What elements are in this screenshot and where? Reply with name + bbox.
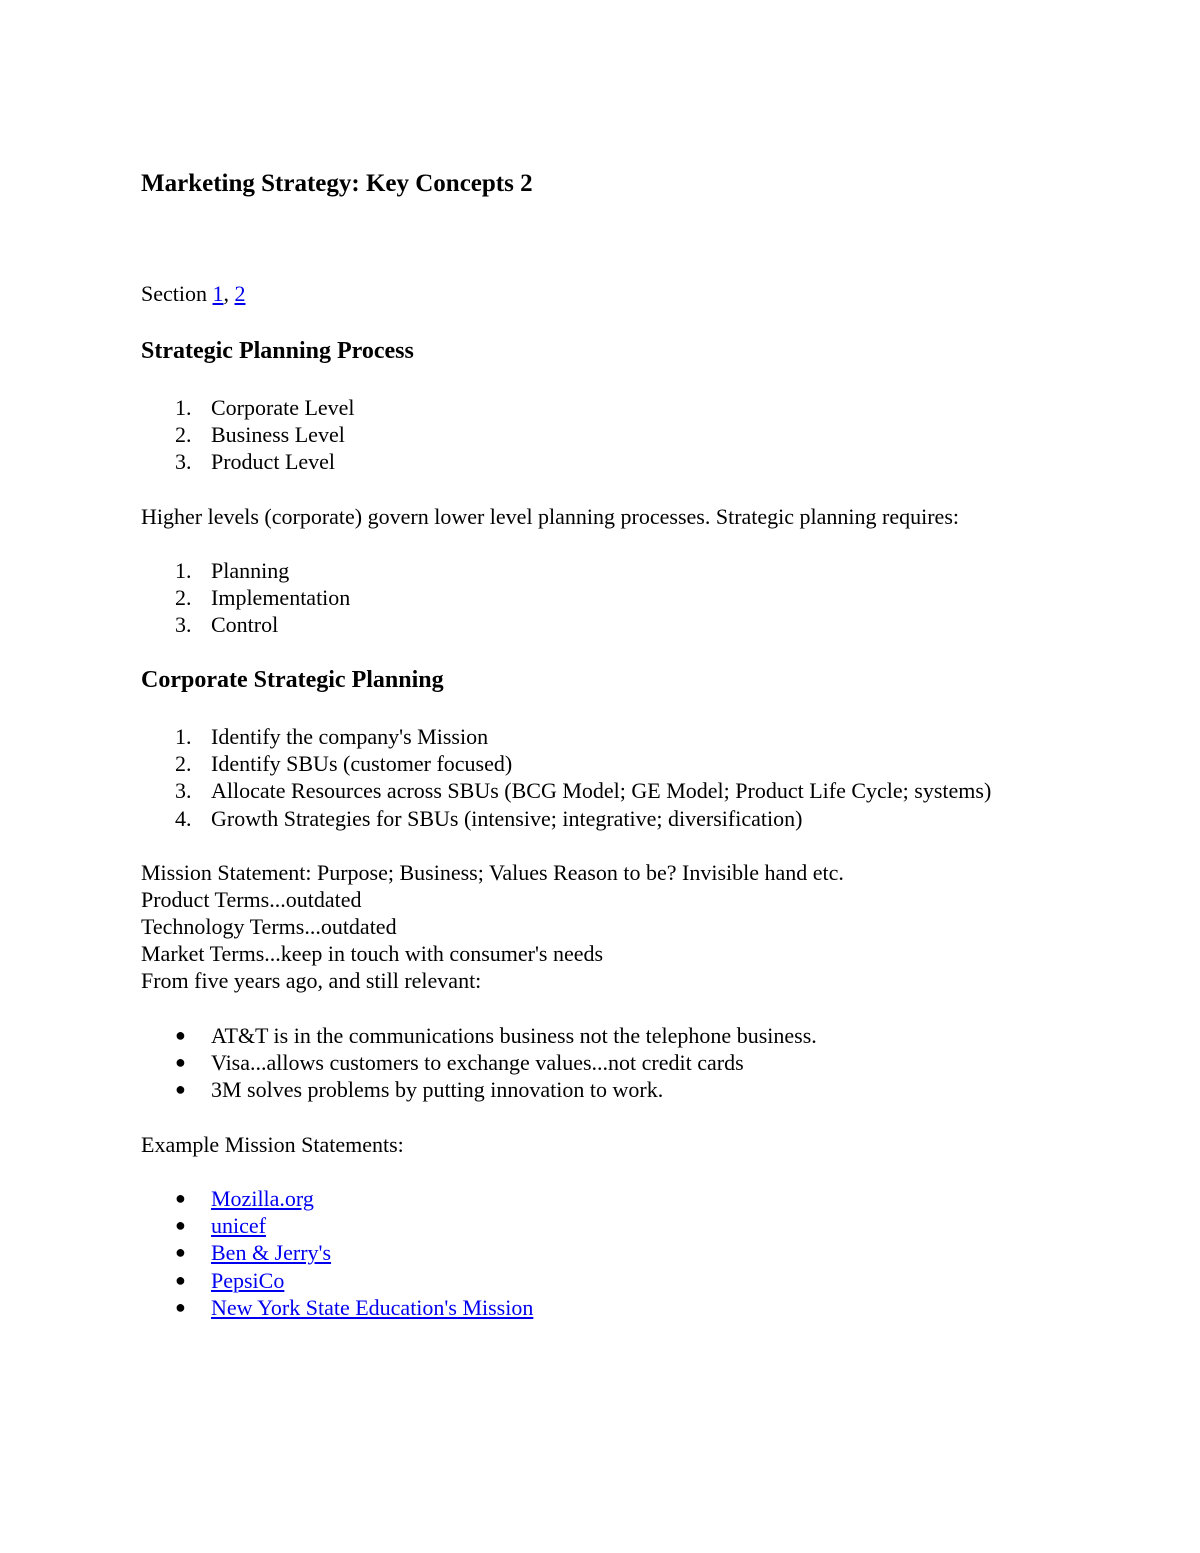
- link-mozilla[interactable]: Mozilla.org: [211, 1186, 314, 1211]
- list-item: [141, 1185, 533, 1212]
- list-item: 4. Growth Strategies for SBUs (intensive; integrative; diversification): [175, 805, 803, 831]
- bullet-icon: ●: [175, 1242, 186, 1263]
- bullet-icon: ●: [175, 1188, 186, 1208]
- bullet-icon: ●: [175, 1269, 186, 1290]
- list-item: 2. Implementation: [175, 585, 351, 611]
- mission-line: Mission Statement: Purpose; Business; Values Reason to be? Invisible hand etc.: [141, 860, 844, 885]
- bullet-icon: ●: [175, 1052, 186, 1073]
- link-ben-and-jerrys[interactable]: Ben & Jerry's: [211, 1240, 332, 1266]
- list-item: 2. Business Level: [175, 422, 345, 448]
- list-item: ● Visa...allows customers to exchange values...not credit cards: [175, 1050, 744, 1076]
- planning-paragraph: Higher levels (corporate) govern lower level planning processes. Strategic planning requires:: [141, 504, 959, 529]
- example-links-list: [141, 1185, 533, 1321]
- list-item: [141, 1267, 533, 1294]
- list-item: [141, 1212, 533, 1239]
- list-item: ● 3M solves problems by putting innovation to work.: [175, 1077, 664, 1103]
- page-title: Marketing Strategy: Key Concepts 2: [141, 170, 533, 197]
- corporate-steps-list: [141, 723, 991, 832]
- section-separator: ,: [223, 281, 235, 306]
- list-item: [141, 1294, 533, 1321]
- list-item: 3. Allocate Resources across SBUs (BCG Model; GE Model; Product Life Cycle; systems): [175, 778, 992, 804]
- list-item: 2. Identify SBUs (customer focused): [175, 751, 513, 777]
- examples-list: [141, 1022, 817, 1104]
- list-item: 1. Planning: [175, 558, 290, 583]
- bullet-icon: ●: [175, 1296, 186, 1317]
- bullet-icon: ●: [175, 1025, 186, 1045]
- list-item: 1. Identify the company's Mission: [175, 724, 489, 749]
- list-item: 3. Product Level: [175, 449, 336, 475]
- link-unicef[interactable]: unicef: [211, 1213, 266, 1239]
- list-item: [141, 1239, 533, 1266]
- section-nav: [141, 281, 246, 307]
- list-item: 1. Corporate Level: [175, 395, 355, 420]
- list-item: 3. Control: [175, 612, 279, 638]
- heading-strategic-planning-process: Strategic Planning Process: [141, 338, 414, 364]
- bullet-icon: ●: [175, 1079, 186, 1100]
- mission-statement-block: [141, 859, 844, 994]
- mission-line: From five years ago, and still relevant:: [141, 968, 482, 993]
- mission-line: Market Terms...keep in touch with consumer's needs: [141, 941, 604, 966]
- bullet-icon: ●: [175, 1215, 186, 1236]
- planning-requirements-list: [141, 557, 350, 639]
- section-link-2[interactable]: 2: [234, 281, 246, 306]
- link-pepsico[interactable]: PepsiCo: [211, 1267, 285, 1293]
- list-item: ● AT&T is in the communications business not the telephone business.: [175, 1023, 817, 1048]
- link-nys-education-mission[interactable]: New York State Education's Mission: [211, 1294, 534, 1320]
- planning-levels-list: [141, 394, 355, 476]
- mission-line: Product Terms...outdated: [141, 887, 362, 912]
- mission-line: Technology Terms...outdated: [141, 914, 397, 939]
- section-label: Section: [141, 281, 207, 306]
- example-mission-heading: Example Mission Statements:: [141, 1132, 404, 1157]
- section-link-1[interactable]: 1: [212, 281, 224, 306]
- heading-corporate-strategic-planning: Corporate Strategic Planning: [141, 667, 444, 693]
